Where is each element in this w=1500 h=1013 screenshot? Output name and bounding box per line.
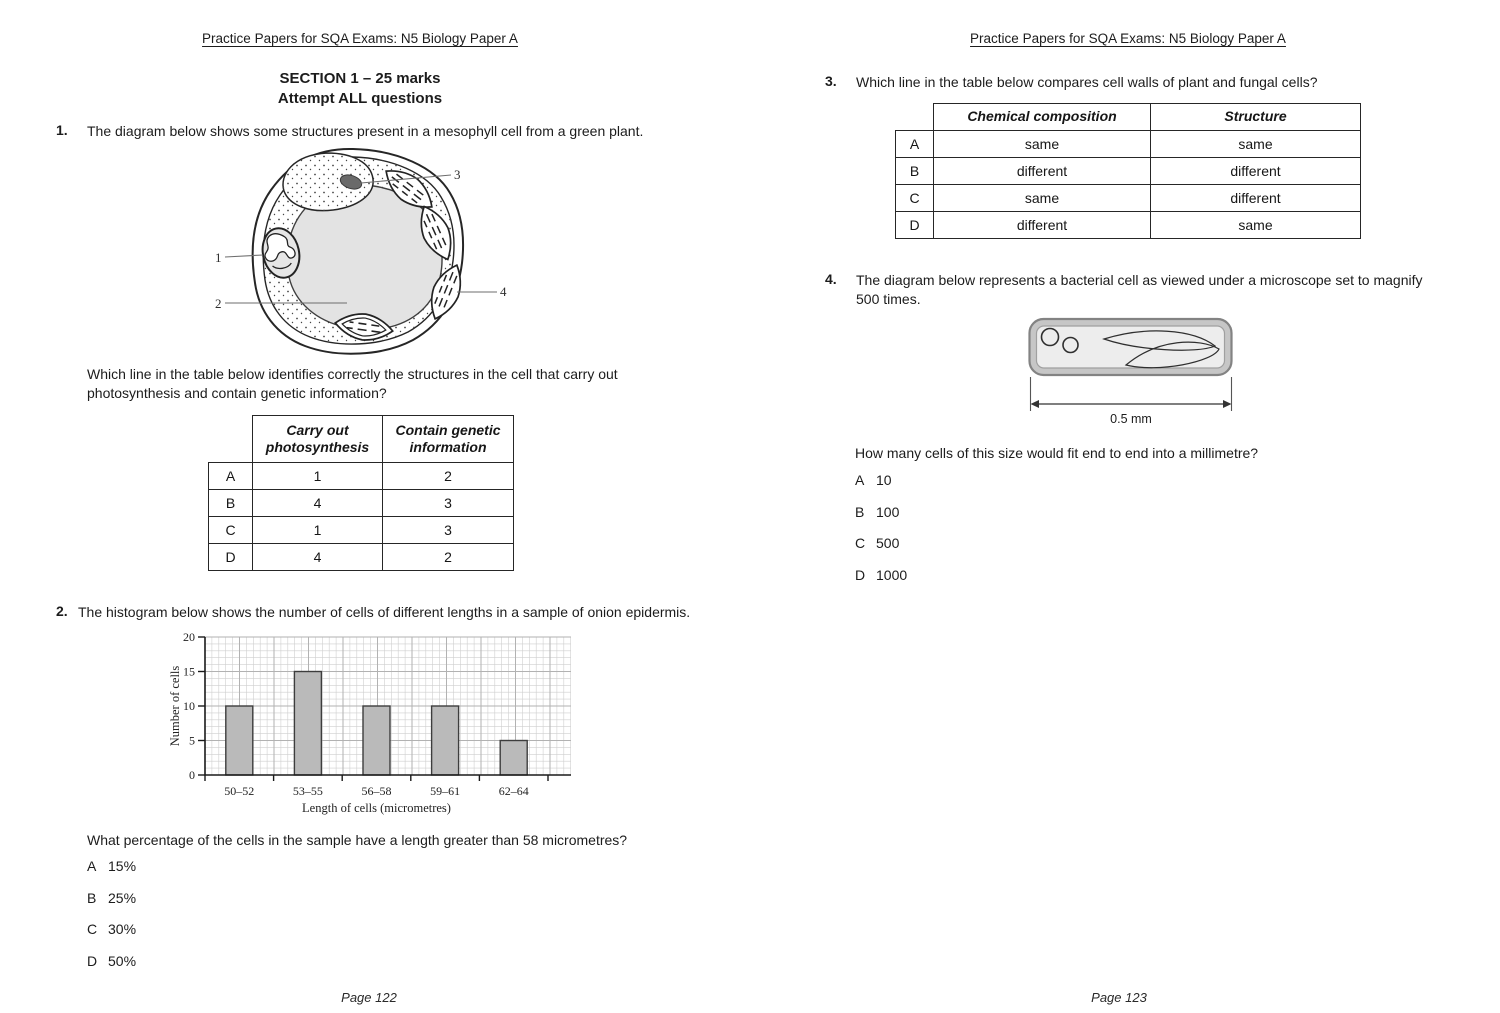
table-row bbox=[896, 158, 1361, 185]
q2-options bbox=[87, 858, 136, 984]
x-tick-label: 59–61 bbox=[430, 784, 461, 798]
table-row bbox=[896, 212, 1361, 239]
answer-option bbox=[87, 890, 136, 909]
answer-option bbox=[855, 535, 907, 554]
option-value: 1000 bbox=[876, 566, 908, 583]
option-value: 50% bbox=[108, 952, 137, 969]
page-header-text: Practice Papers for SQA Exams: N5 Biology Paper A bbox=[202, 31, 518, 46]
q3-answer-table bbox=[895, 103, 1361, 239]
x-tick-label: 50–52 bbox=[224, 784, 255, 798]
y-tick-label: 10 bbox=[183, 699, 195, 713]
diagram-label-2: 2 bbox=[215, 296, 222, 311]
row-label: C bbox=[896, 185, 934, 212]
option-value: 10 bbox=[876, 472, 892, 488]
nucleus bbox=[283, 153, 373, 211]
table-row bbox=[209, 463, 514, 490]
scale-bracket bbox=[1031, 377, 1232, 411]
table-cell: different bbox=[934, 158, 1151, 185]
question-2-number: 2. bbox=[56, 603, 68, 619]
y-tick-label: 0 bbox=[189, 768, 195, 782]
table-column-header: Chemical composition bbox=[934, 104, 1151, 131]
table-cell: 1 bbox=[253, 517, 383, 544]
option-value: 500 bbox=[876, 535, 900, 551]
table-cell: 2 bbox=[383, 544, 514, 571]
option-letter: D bbox=[87, 952, 98, 969]
x-axis-title: Length of cells (micrometres) bbox=[302, 801, 451, 815]
option-letter: A bbox=[855, 472, 865, 488]
table-cell: different bbox=[934, 212, 1151, 239]
option-value: 15% bbox=[108, 858, 137, 874]
table-cell: same bbox=[934, 185, 1151, 212]
row-label: B bbox=[209, 490, 253, 517]
answer-table bbox=[208, 415, 514, 571]
option-letter: C bbox=[87, 921, 98, 937]
x-tick-label: 53–55 bbox=[292, 784, 323, 798]
bacterial-cell-circle bbox=[1063, 338, 1078, 353]
y-tick-label: 20 bbox=[183, 630, 195, 644]
table-column-header: Structure bbox=[1151, 104, 1361, 131]
option-letter: D bbox=[855, 566, 866, 583]
histogram-chart bbox=[163, 628, 583, 824]
table-cell: same bbox=[1151, 212, 1361, 239]
table-column-header: Carry out photosynthesis bbox=[253, 416, 383, 463]
answer-option bbox=[855, 567, 907, 586]
diagram-label-1: 1 bbox=[215, 250, 222, 265]
question-4-text: The diagram below represents a bacterial cell as viewed under a microscope set to magnify 500 times. bbox=[856, 272, 1423, 308]
option-value: 30% bbox=[108, 921, 137, 937]
section-subtitle: Attempt ALL questions bbox=[277, 90, 443, 107]
q4-options bbox=[855, 472, 907, 598]
question-3-number: 3. bbox=[825, 73, 837, 89]
bacterial-cell-circle bbox=[1042, 329, 1059, 346]
diagram-label-3: 3 bbox=[454, 167, 461, 182]
y-tick-label: 15 bbox=[183, 664, 195, 679]
table-cell: 4 bbox=[253, 544, 383, 571]
table-cell: 2 bbox=[383, 463, 514, 490]
row-label: A bbox=[209, 463, 253, 490]
table-cell: different bbox=[1151, 158, 1361, 185]
table-corner bbox=[896, 104, 934, 131]
table-row bbox=[209, 544, 514, 571]
bar bbox=[432, 706, 459, 775]
question-4-number: 4. bbox=[825, 271, 837, 287]
option-letter: A bbox=[87, 858, 97, 874]
mesophyll-cell-diagram bbox=[205, 145, 515, 360]
option-letter: B bbox=[87, 889, 97, 906]
table-column-header: Contain genetic information bbox=[383, 416, 514, 463]
x-tick-label: 56–58 bbox=[361, 784, 392, 798]
bacterial-cell-diagram bbox=[1028, 316, 1238, 431]
row-label: D bbox=[896, 212, 934, 239]
table-cell: same bbox=[934, 131, 1151, 158]
option-letter: B bbox=[855, 503, 865, 520]
question-1-text: The diagram below shows some structures present in a mesophyll cell from a green plant. bbox=[87, 123, 644, 139]
row-label: C bbox=[209, 517, 253, 544]
answer-option bbox=[87, 858, 136, 877]
y-axis-title: Number of cells bbox=[168, 665, 182, 747]
bar bbox=[294, 672, 321, 776]
answer-option bbox=[855, 472, 907, 491]
row-label: D bbox=[209, 544, 253, 571]
scale-label: 0.5 mm bbox=[1110, 412, 1152, 426]
table-row bbox=[209, 517, 514, 544]
bar bbox=[500, 741, 527, 776]
table-cell: 4 bbox=[253, 490, 383, 517]
page-number-left: Page 122 bbox=[341, 990, 397, 1005]
table-cell: 3 bbox=[383, 490, 514, 517]
page-number-right: Page 123 bbox=[1091, 990, 1147, 1005]
question-2-prompt: What percentage of the cells in the sample have a length greater than 58 micrometres? bbox=[87, 832, 628, 848]
table-row bbox=[896, 131, 1361, 158]
answer-option bbox=[855, 504, 907, 523]
row-label: B bbox=[896, 158, 934, 185]
table-cell: same bbox=[1151, 131, 1361, 158]
page-header-text: Practice Papers for SQA Exams: N5 Biology Paper A bbox=[970, 31, 1286, 46]
page-header bbox=[60, 31, 660, 46]
x-tick-label: 62–64 bbox=[498, 784, 529, 798]
row-label: A bbox=[896, 131, 934, 158]
option-value: 25% bbox=[108, 889, 137, 906]
option-letter: C bbox=[855, 535, 866, 551]
bar bbox=[226, 706, 253, 775]
table-row bbox=[896, 185, 1361, 212]
option-value: 100 bbox=[876, 503, 900, 520]
scale-arrow bbox=[1031, 400, 1232, 408]
question-2-text: The histogram below shows the number of cells of different lengths in a sample of onion epidermis. bbox=[78, 604, 691, 620]
question-3-text: Which line in the table below compares cell walls of plant and fungal cells? bbox=[856, 74, 1318, 90]
q1-answer-table bbox=[208, 415, 514, 571]
table-corner bbox=[209, 416, 253, 463]
table-cell: different bbox=[1151, 185, 1361, 212]
question-1-prompt: Which line in the table below identifies correctly the structures in the cell that carry out photosynthesis and contain genetic information? bbox=[87, 366, 618, 402]
page-header bbox=[828, 31, 1428, 46]
question-1-number: 1. bbox=[56, 122, 68, 138]
table-cell: 3 bbox=[383, 517, 514, 544]
answer-option bbox=[87, 921, 136, 940]
question-4-prompt: How many cells of this size would fit end to end into a millimetre? bbox=[855, 445, 1259, 461]
diagram-label-4: 4 bbox=[500, 284, 507, 299]
table-cell: 1 bbox=[253, 463, 383, 490]
section-title: SECTION 1 – 25 marks bbox=[279, 70, 441, 87]
answer-option bbox=[87, 953, 136, 972]
y-tick-label: 5 bbox=[189, 733, 195, 748]
bar bbox=[363, 706, 390, 775]
answer-table bbox=[895, 103, 1361, 239]
bars bbox=[226, 672, 527, 776]
table-row bbox=[209, 490, 514, 517]
